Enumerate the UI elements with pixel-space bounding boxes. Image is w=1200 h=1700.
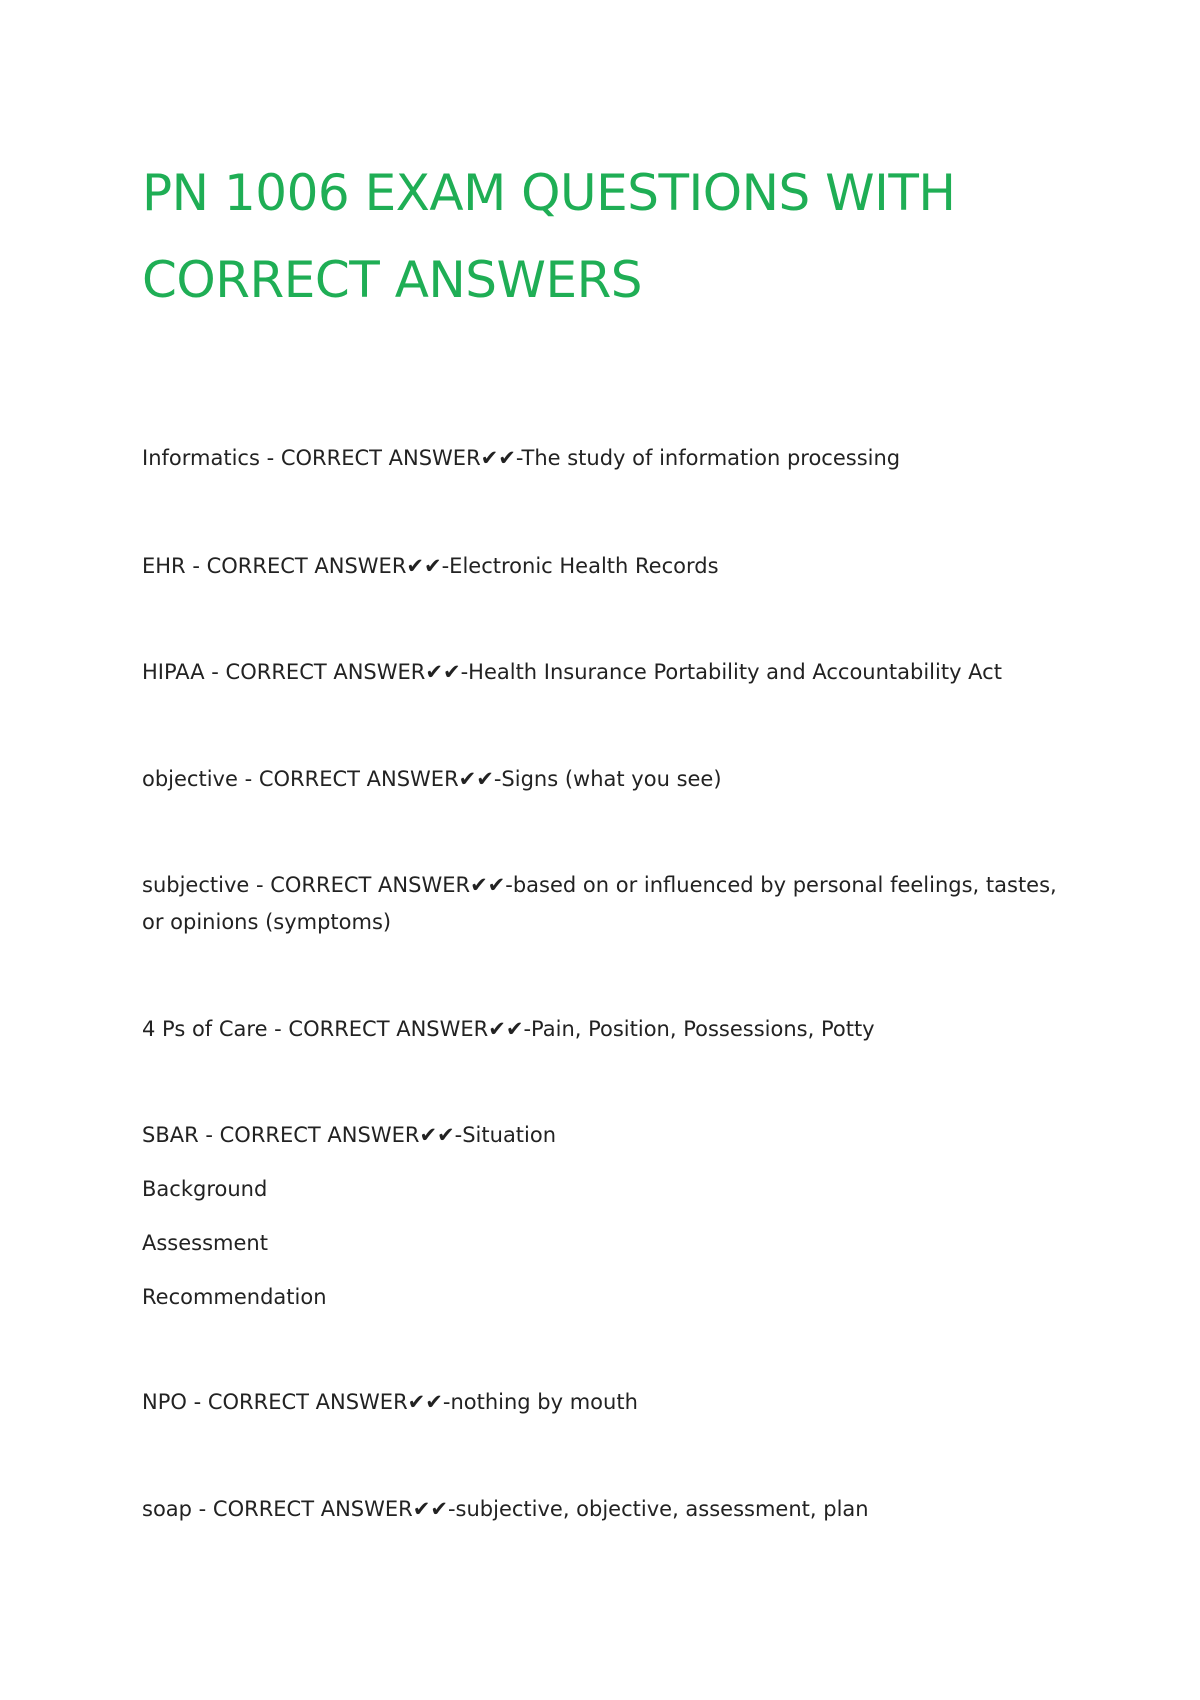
document-title (142, 150, 1102, 324)
entry-4ps-of-care (142, 1011, 1062, 1048)
entry-text: SBAR - CORRECT ANSWER✔✔-Situation (142, 1123, 557, 1147)
entry-text: 4 Ps of Care - CORRECT ANSWER✔✔-Pain, Position, Possessions, Potty (142, 1017, 875, 1041)
entry-text: HIPAA - CORRECT ANSWER✔✔-Health Insurance Portability and Accountability Act (142, 660, 1002, 684)
entry-soap (142, 1491, 1062, 1528)
sbar-line-recommendation: Recommendation (142, 1285, 327, 1309)
entry-text: subjective - CORRECT ANSWER✔✔-based on or influenced by personal feelings, tastes, or opinions (symptoms) (142, 873, 1057, 934)
entry-npo (142, 1384, 1062, 1421)
entry-subjective (142, 867, 1062, 941)
title-line-1: PN 1006 EXAM QUESTIONS WITH (142, 164, 956, 222)
entry-ehr (142, 548, 1062, 585)
title-line-2: CORRECT ANSWERS (142, 251, 643, 309)
entry-text: soap - CORRECT ANSWER✔✔-subjective, objective, assessment, plan (142, 1497, 869, 1521)
entry-sbar (142, 1117, 1062, 1316)
entry-text: NPO - CORRECT ANSWER✔✔-nothing by mouth (142, 1390, 638, 1414)
sbar-line-assessment: Assessment (142, 1231, 268, 1255)
entry-hipaa (142, 654, 1062, 691)
entry-text: Informatics - CORRECT ANSWER✔✔-The study of information processing (142, 446, 901, 470)
sbar-line-background: Background (142, 1177, 268, 1201)
entry-text: EHR - CORRECT ANSWER✔✔-Electronic Health Records (142, 554, 719, 578)
entry-objective (142, 761, 1062, 798)
entry-text: objective - CORRECT ANSWER✔✔-Signs (what you see) (142, 767, 722, 791)
entry-informatics (142, 440, 1062, 477)
